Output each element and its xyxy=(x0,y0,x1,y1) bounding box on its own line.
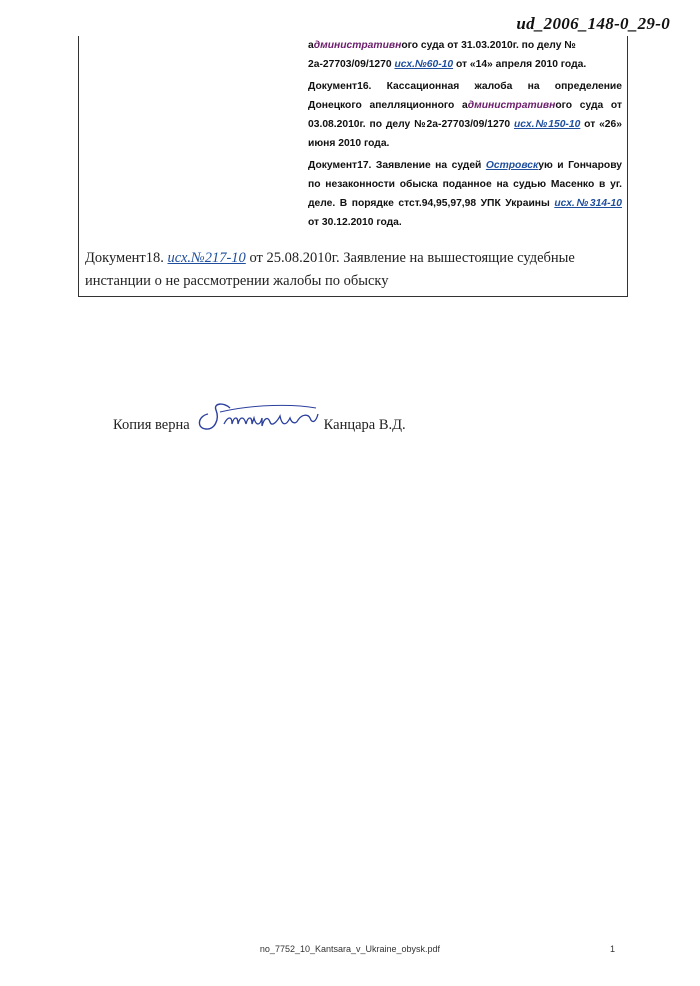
outgoing-number-link-60-10[interactable]: исх.№60-10 xyxy=(394,59,454,70)
text-fragment: а xyxy=(308,40,314,51)
text-fragment: от «14» апреля 2010 года. xyxy=(453,59,587,70)
document-15-text xyxy=(308,36,622,74)
document-list-right-column xyxy=(308,36,622,235)
outgoing-number-link-150-10[interactable]: исх.№150-10 xyxy=(514,119,581,130)
text-fragment: Документ17. Заявление на судей xyxy=(308,160,486,171)
document-18-text xyxy=(85,247,625,293)
text-fragment: от «26» июня 2010 года. xyxy=(308,119,622,149)
text-fragment: от 30.12.2010 года. xyxy=(308,217,402,228)
document-id: ud_2006_148-0_29-0 xyxy=(516,14,670,33)
document-17-text xyxy=(308,156,622,232)
document-16-text xyxy=(308,77,622,153)
text-fragment: ого суда от 31.03.2010г. по делу № xyxy=(401,40,576,51)
outgoing-number-link-217-10[interactable]: исх.№217-10 xyxy=(167,250,246,266)
outgoing-number-link-314-10[interactable]: исх.№314-10 xyxy=(554,198,622,209)
handwritten-signature xyxy=(194,400,320,434)
text-fragment: Документ16. Кассационная жалоба на определение Донецкого апелляционного а xyxy=(308,81,622,111)
copy-certified-label: Копия верна xyxy=(113,417,190,433)
text-fragment: ую и Гончарову по незаконности обыска поданное на судью Масенко в уг. деле. В порядке стст.94,95,97,98 УПК Украины xyxy=(308,160,622,209)
text-fragment: 2а-27703/09/1270 xyxy=(308,59,395,70)
signer-name: Канцара В.Д. xyxy=(323,417,406,433)
footer-filename: no_7752_10_Kantsara_v_Ukraine_obysk.pdf xyxy=(259,944,441,954)
text-fragment: от 25.08.2010г. Заявление на вышестоящие судебные инстанции о не рассмотрении жалобы по обыску xyxy=(85,250,575,289)
judge-name-link[interactable]: Островск xyxy=(485,160,539,171)
highlighted-term: дминистративн xyxy=(467,100,556,111)
document-list-box xyxy=(78,36,628,297)
page-number: 1 xyxy=(610,944,616,954)
text-fragment: ого суда от 03.08.2010г. по делу №2а-27703/09/1270 xyxy=(308,100,622,130)
certified-copy-line xyxy=(113,400,406,434)
highlighted-term: дминистративн xyxy=(313,40,402,51)
text-fragment: Документ18. xyxy=(85,250,168,266)
